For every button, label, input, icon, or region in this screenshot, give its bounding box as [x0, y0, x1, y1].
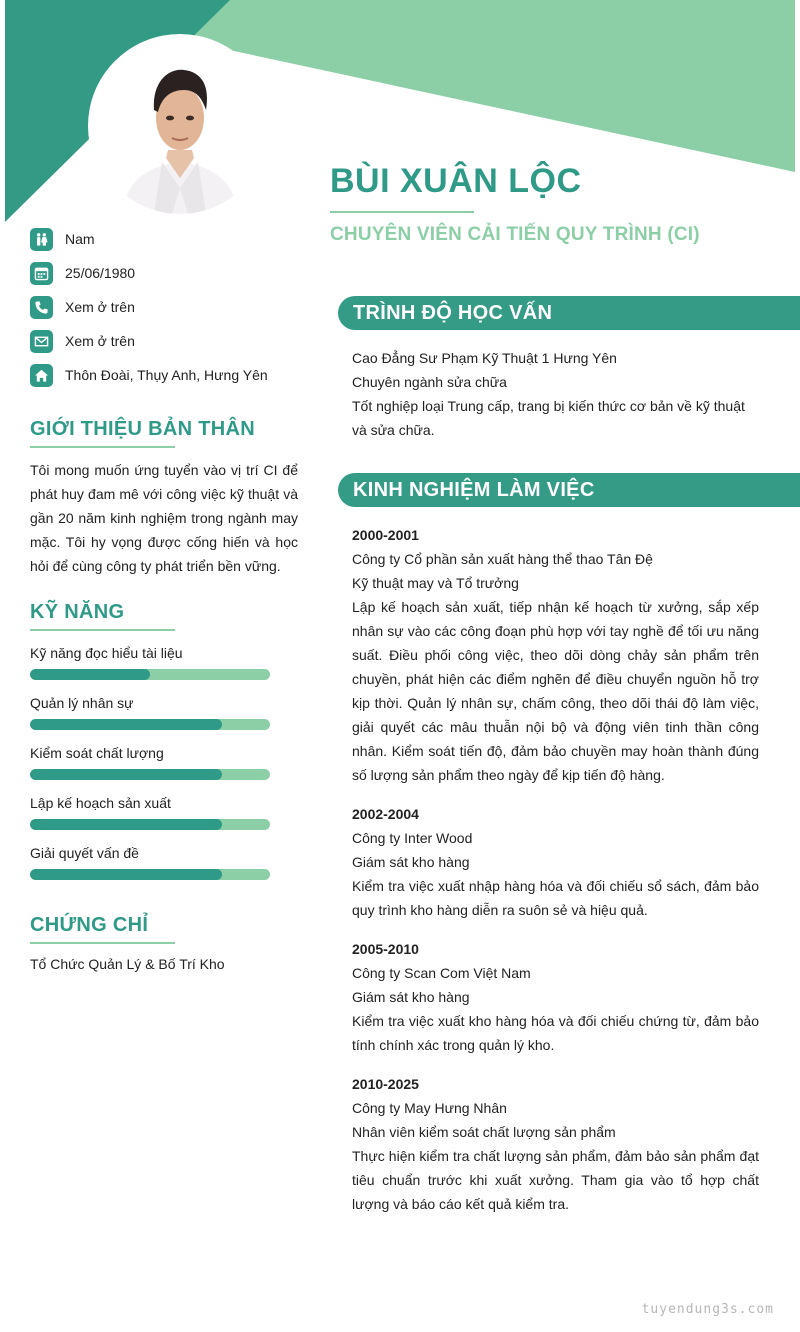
- experience-years: 2010-2025: [352, 1076, 419, 1092]
- contact-email-text: Xem ở trên: [65, 333, 135, 349]
- experience-role: Giám sát kho hàng: [352, 989, 470, 1005]
- contact-gender: [30, 222, 268, 256]
- contact-address: [30, 358, 268, 392]
- experience-description: Lập kế hoạch sản xuất, tiếp nhận kế hoạch từ xưởng, sắp xếp nhân sự vào các công đoạn phù hợp với tay nghề để tối ưu năng suất. Điều phối công việc, theo dõi dòng chảy sản phẩm trên chuyền, phát hiện các điểm nghẽn để điều chuyển nguồn hỗ trợ kịp thời. Quản lý nhân sự, chấm công, theo dõi thái độ làm việc, giải quyết các mâu thuẫn nội bộ và động viên tinh thần công nhân. Kiểm soát tiến độ, đảm bảo chuyền may hoàn thành đúng số lượng sản phẩm theo ngày để kịp tiến độ hàng.: [352, 599, 759, 783]
- skill-label: Lập kế hoạch sản xuất: [30, 795, 171, 811]
- education-school: Cao Đẳng Sư Phạm Kỹ Thuật 1 Hưng Yên: [352, 350, 617, 366]
- skill-bar: [30, 669, 270, 680]
- education-section: [352, 346, 759, 442]
- contact-phone-text: Xem ở trên: [65, 299, 135, 315]
- experience-role: Nhân viên kiểm soát chất lượng sản phẩm: [352, 1124, 616, 1140]
- experience-item: [352, 802, 759, 922]
- watermark: tuyendung3s.com: [641, 1302, 774, 1317]
- skill-bar: [30, 819, 270, 830]
- skill-bar-fill: [30, 719, 222, 730]
- education-description: Tốt nghiệp loại Trung cấp, trang bị kiến thức cơ bản về kỹ thuật và sửa chữa.: [352, 398, 745, 438]
- contact-phone: [30, 290, 268, 324]
- avatar: [92, 38, 268, 214]
- contact-address-text: Thôn Đoài, Thụy Anh, Hưng Yên: [65, 367, 268, 383]
- experience-company: Công ty Scan Com Việt Nam: [352, 965, 531, 981]
- certificate-item: Tổ Chức Quản Lý & Bố Trí Kho: [30, 956, 225, 972]
- skill-bar: [30, 769, 270, 780]
- mail-icon: [30, 330, 53, 353]
- experience-item: [352, 523, 759, 787]
- intro-heading: GIỚI THIỆU BẢN THÂN: [30, 418, 255, 440]
- gender-icon: [30, 228, 53, 251]
- skill-bar: [30, 719, 270, 730]
- skill-bar-fill: [30, 769, 222, 780]
- skill-item: [30, 692, 270, 742]
- skills-heading: KỸ NĂNG: [30, 601, 125, 623]
- experience-item: [352, 1072, 759, 1216]
- skill-item: [30, 842, 270, 892]
- skill-item: [30, 642, 270, 692]
- skill-label: Quản lý nhân sự: [30, 695, 134, 711]
- name-divider: [330, 211, 474, 213]
- skill-item: [30, 792, 270, 842]
- contact-birthdate-text: 25/06/1980: [65, 265, 136, 281]
- experience-section: [352, 523, 759, 1231]
- certificates-heading: CHỨNG CHỈ: [30, 914, 149, 936]
- calendar-icon: [30, 262, 53, 285]
- certificates-divider: [30, 942, 175, 944]
- skill-bar: [30, 869, 270, 880]
- experience-years: 2000-2001: [352, 527, 419, 543]
- skill-label: Kỹ năng đọc hiểu tài liệu: [30, 645, 183, 661]
- contact-email: [30, 324, 268, 358]
- experience-description: Kiểm tra việc xuất nhập hàng hóa và đối chiếu sổ sách, đảm bảo quy trình kho hàng diễn ra suôn sẻ và hiệu quả.: [352, 878, 759, 918]
- experience-company: Công ty Cổ phần sản xuất hàng thể thao Tân Đệ: [352, 551, 653, 567]
- intro-text: Tôi mong muốn ứng tuyển vào vị trí CI để phát huy đam mê với công việc kỹ thuật và gần 20 năm kinh nghiệm trong ngành may mặc. Tôi hy vọng được cống hiến và học hỏi để cùng công ty phát triển bền vững.: [30, 462, 298, 574]
- experience-years: 2002-2004: [352, 806, 419, 822]
- skill-label: Giải quyết vấn đề: [30, 845, 139, 861]
- experience-company: Công ty Inter Wood: [352, 830, 473, 846]
- skills-divider: [30, 629, 175, 631]
- skill-label: Kiểm soát chất lượng: [30, 745, 164, 761]
- home-icon: [30, 364, 53, 387]
- candidate-name: BÙI XUÂN LỘC: [330, 162, 582, 200]
- contact-gender-text: Nam: [65, 231, 95, 247]
- experience-company: Công ty May Hưng Nhân: [352, 1100, 507, 1116]
- skills-list: [30, 642, 270, 892]
- experience-item: [352, 937, 759, 1057]
- phone-icon: [30, 296, 53, 319]
- skill-bar-fill: [30, 869, 222, 880]
- experience-role: Giám sát kho hàng: [352, 854, 470, 870]
- skill-bar-fill: [30, 669, 150, 680]
- experience-description: Kiểm tra việc xuất kho hàng hóa và đối chiếu chứng từ, đảm bảo tính chính xác trong quản lý kho.: [352, 1013, 759, 1053]
- experience-description: Thực hiện kiểm tra chất lượng sản phẩm, đảm bảo sản phẩm đạt tiêu chuẩn trước khi xuất xưởng. Tham gia vào tổ hợp chất lượng và báo cáo kết quả kiểm tra.: [352, 1148, 759, 1212]
- experience-years: 2005-2010: [352, 941, 419, 957]
- skill-item: [30, 742, 270, 792]
- contact-birthdate: [30, 256, 268, 290]
- education-heading: TRÌNH ĐỘ HỌC VẤN: [338, 296, 800, 330]
- experience-heading: KINH NGHIỆM LÀM VIỆC: [338, 473, 800, 507]
- contact-list: [30, 222, 268, 392]
- avatar-portrait-image: [92, 38, 268, 214]
- intro-divider: [30, 446, 175, 448]
- job-title: CHUYÊN VIÊN CẢI TIẾN QUY TRÌNH (CI): [330, 224, 700, 245]
- education-major: Chuyên ngành sửa chữa: [352, 374, 507, 390]
- skill-bar-fill: [30, 819, 222, 830]
- experience-role: Kỹ thuật may và Tổ trưởng: [352, 575, 519, 591]
